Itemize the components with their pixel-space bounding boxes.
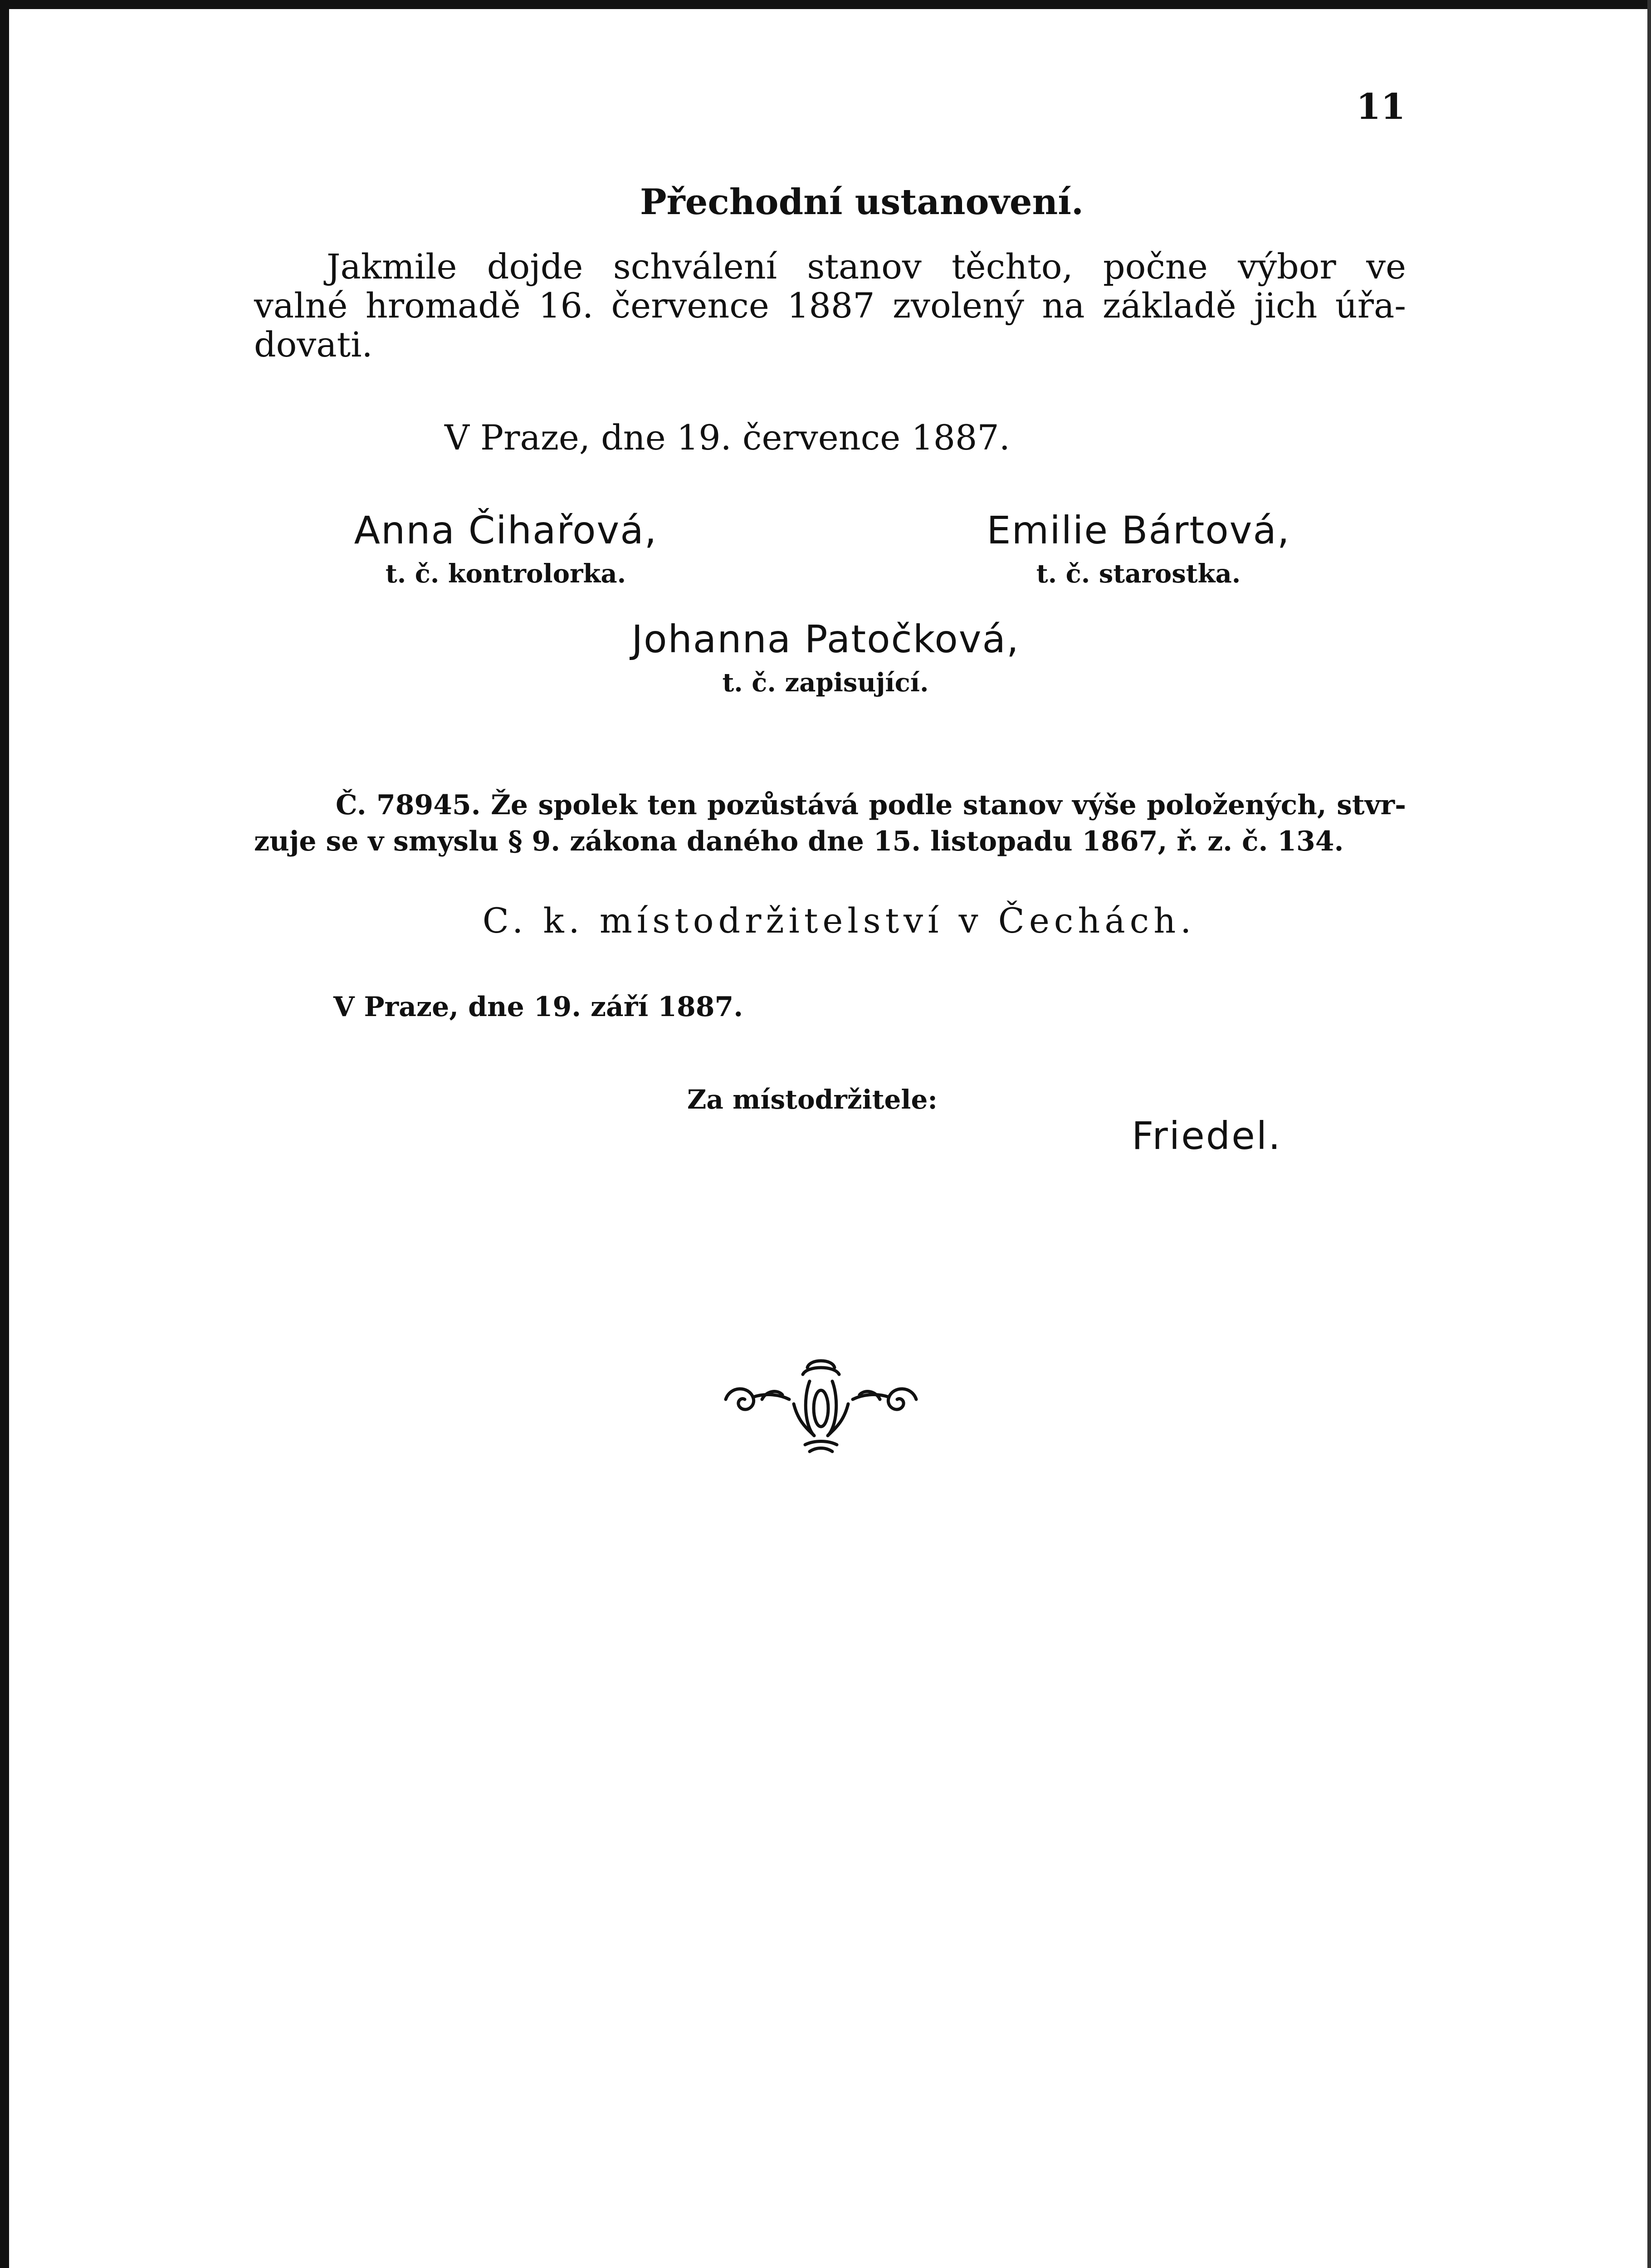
signatory-name: Johanna Patočková,: [631, 617, 1020, 661]
scan-edge-right: [1647, 0, 1651, 2268]
section-heading: Přechodní ustanovení.: [640, 181, 1084, 223]
scan-edge-left: [0, 0, 9, 2268]
scan-edge-top: [0, 0, 1651, 9]
paragraph-line: dovati.: [254, 324, 373, 365]
paragraph-line: zuje se v smyslu § 9. zákona daného dne 15. listopadu 1867, ř. z. č. 134.: [254, 826, 1344, 857]
paragraph-line: Č. 78945. Že spolek ten pozůstává podle stanov výše položených, stvr-: [336, 789, 1406, 821]
floral-ornament-icon: [717, 1349, 925, 1458]
for-governor-label: Za místodržitele:: [687, 1084, 938, 1115]
signatory-role: t. č. starostka.: [1036, 559, 1241, 589]
place-date-line: V Praze, dne 19. července 1887.: [444, 417, 1010, 458]
authority-name: C. k. místodržitelství v Čechách.: [482, 900, 1196, 941]
approval-paragraph: [254, 787, 1406, 860]
signer-name: Friedel.: [1132, 1114, 1282, 1158]
signatory-name: Anna Čihařová,: [354, 508, 658, 552]
signature-block: [308, 508, 703, 589]
approval-date-line: V Praze, dne 19. září 1887.: [333, 991, 743, 1023]
page-number: 11: [1356, 86, 1406, 127]
signature-block: [934, 508, 1343, 589]
paragraph-line: Jakmile dojde schválení stanov těchto, počne výbor ve: [327, 246, 1406, 287]
signatory-role: t. č. kontrolorka.: [385, 559, 626, 589]
signatory-role: t. č. zapisující.: [722, 668, 929, 698]
signature-block: [562, 617, 1089, 698]
signatory-name: Emilie Bártová,: [987, 508, 1290, 552]
transitional-provision-paragraph: [254, 247, 1406, 364]
paragraph-line: valné hromadě 16. července 1887 zvolený na základě jich úřa-: [254, 285, 1406, 326]
